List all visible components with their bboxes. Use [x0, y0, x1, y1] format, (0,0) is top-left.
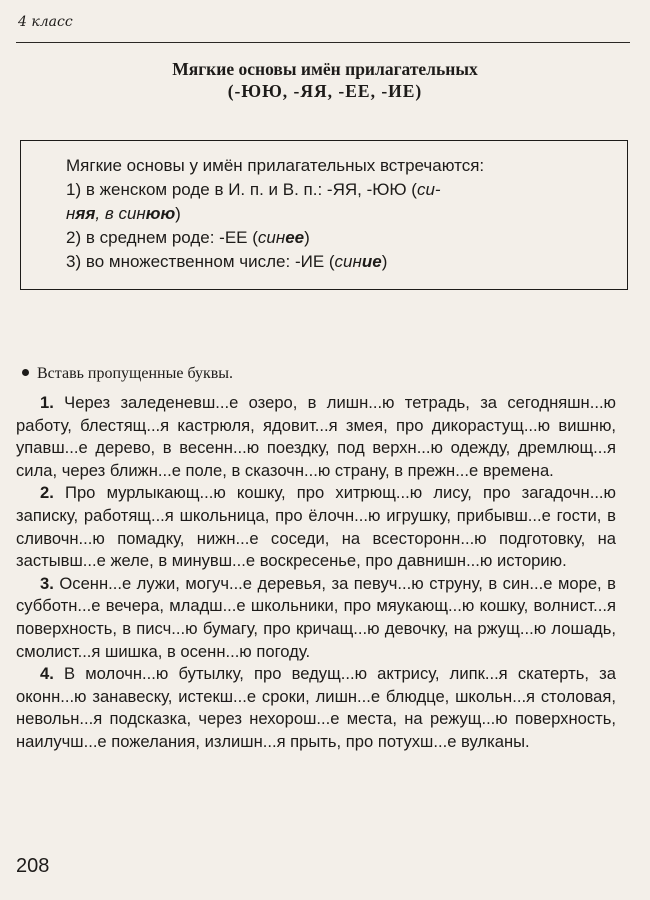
- rule-item-text: во множественном числе: -ИЕ (: [85, 252, 335, 271]
- rule-item-2: [66, 226, 613, 250]
- rule-item-text: в среднем роде: -ЕЕ (: [85, 228, 258, 247]
- exercise-number: 2.: [40, 483, 54, 503]
- rule-example: си-: [416, 180, 441, 199]
- page-subtitle: (-ЮЮ, -ЯЯ, -ЕЕ, -ИЕ): [227, 81, 423, 101]
- exercise-3: [16, 573, 616, 663]
- rule-item-number: 3): [66, 252, 82, 271]
- exercise-4: [16, 663, 616, 753]
- task-instruction: [22, 365, 233, 383]
- rule-item-number: 2): [66, 228, 82, 247]
- rule-example: синие: [334, 252, 382, 271]
- running-head: 4 класс: [18, 14, 73, 30]
- rule-item-3: [66, 250, 613, 274]
- exercise-number: 4.: [40, 664, 54, 684]
- exercise-1: [16, 392, 616, 482]
- rule-lead: Мягкие основы у имён прилагательных встречаются:: [66, 156, 485, 175]
- header-rule: [16, 42, 630, 43]
- exercise-text: Через заледеневш...е озеро, в лишн...ю тетрадь, за сегодняшн...ю работу, блестящ...я кастрюля, ядовит...я змея, про дикорастущ...ю вишню, упавш...е дерево, в весенн...ю поездку, под верхн...ю одежду, дремлющ...я сила, через ближн...е поле, в сказочн...ю страну, в прежн...е времена.: [16, 393, 616, 480]
- exercise-number: 3.: [40, 573, 54, 593]
- page-title: Мягкие основы имён прилагательных: [172, 59, 478, 79]
- rule-item-number: 1): [66, 180, 82, 199]
- rule-example: синее: [257, 228, 305, 247]
- task-text: Вставь пропущенные буквы.: [37, 365, 234, 382]
- rule-close: ): [381, 252, 388, 271]
- page-number: 208: [16, 855, 50, 877]
- rule-close: ): [304, 228, 310, 247]
- exercise-text: Про мурлыкающ...ю кошку, про хитрющ...ю лису, про загадочн...ю записку, работящ...я школьница, про ёлочн...ю игрушку, прибывш...е гости, в сливочн...ю помадку, нижн...е соседи, на всесторонн...ю подготовку, на застывш...е желе, в минувш...е воскресенье, про давнишн...ю историю.: [16, 483, 616, 571]
- rule-close: ): [175, 204, 181, 223]
- rule-item-text: в женском роде в И. п. и В. п.: -ЯЯ, -ЮЮ (: [85, 180, 417, 199]
- bullet-icon: [22, 369, 29, 376]
- exercise-text: Осенн...е лужи, могуч...е деревья, за певуч...ю струну, в син...е море, в субботн...е вечера, младш...е школьники, про мяукающ...ю кошку, волнист...я поверхность, в писч...ю бумагу, про кричащ...ю девочку, на ржущ...ю лошадь, смолист...я шишка, в осенн...ю погоду.: [16, 573, 616, 661]
- exercise-list: [16, 392, 616, 754]
- rule-item-1: [66, 178, 613, 226]
- rule-box: [20, 140, 628, 290]
- exercise-2: [16, 482, 616, 572]
- exercise-text: В молочн...ю бутылку, про ведущ...ю актрису, липк...я скатерть, за оконн...ю занавеску, истекш...е сроки, лишн...е блюдце, школьн...я столовая, невольн...я подсказка, через нехорош...е места, на режущ...ю поверхность, наилучш...е пожелания, излишн...я прыть, про потухш...е вулканы.: [16, 664, 616, 751]
- exercise-number: 1.: [40, 393, 54, 412]
- rule-example: няя, в синюю: [66, 204, 176, 223]
